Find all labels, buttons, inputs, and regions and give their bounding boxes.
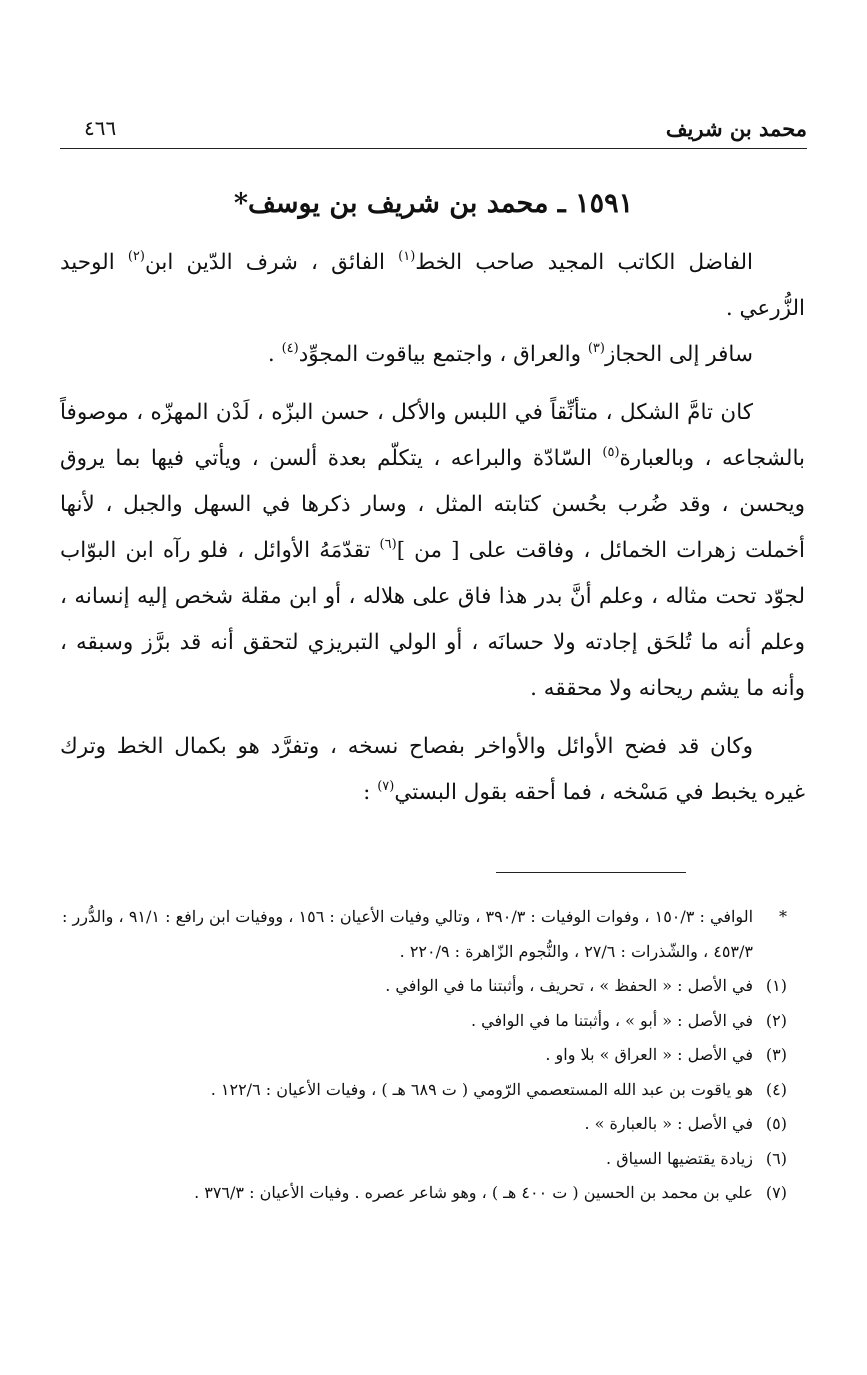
footnote-marker: (٧) bbox=[765, 1183, 787, 1202]
footnote-item bbox=[62, 1142, 787, 1177]
text-segment: الوحيد الزُّرعي . bbox=[60, 250, 805, 321]
note-reference: (٢) bbox=[127, 249, 145, 264]
text-segment: الفائق ، شرف الدّين ابن bbox=[144, 250, 399, 275]
footnote-item bbox=[62, 969, 787, 1004]
footnote-item bbox=[62, 1073, 787, 1108]
page-number: ٤٦٦ bbox=[84, 116, 117, 140]
footnote-text: في الأصل : « العراق » بلا واو . bbox=[545, 1045, 753, 1064]
footnote-text: زيادة يقتضيها السياق . bbox=[606, 1148, 753, 1168]
paragraph-1 bbox=[60, 240, 805, 332]
footnote-item bbox=[62, 900, 787, 969]
note-reference: (٣) bbox=[587, 341, 605, 356]
paragraph-4 bbox=[60, 724, 805, 816]
note-reference: (٦) bbox=[379, 537, 397, 552]
footnote-marker: (٢) bbox=[765, 1010, 787, 1030]
footnote-marker: (٦) bbox=[765, 1148, 787, 1168]
footnote-item bbox=[62, 1038, 787, 1073]
entry-title: ١٥٩١ ـ محمد بن شريف بن يوسف* bbox=[233, 188, 634, 219]
text-segment: والعراق ، واجتمع بياقوت المجوِّد bbox=[298, 342, 588, 367]
footnote-divider bbox=[496, 872, 686, 873]
text-segment: : bbox=[363, 780, 378, 805]
running-header bbox=[60, 108, 807, 149]
paragraph-2 bbox=[60, 332, 805, 378]
footnote-item bbox=[62, 1107, 787, 1142]
footnote-text: هو ياقوت بن عبد الله المستعصمي الرّومي ( ت ٦٨٩ هـ ) ، وفيات الأعيان : ١٢٢/٦ . bbox=[210, 1079, 753, 1099]
footnote-text: في الأصل : « أبو » ، وأثبتنا ما في الوافي . bbox=[470, 1010, 753, 1030]
footnote-text: الوافي : ١٥٠/٣ ، وفوات الوفيات : ٣٩٠/٣ ، وتالي وفيات الأعيان : ١٥٦ ، ووفيات ابن رافع : ٩١/١ ، والدُّرر : ٤٥٣/٣ ، والشّذرات : ٢٧/٦ ، والنُّجوم الزّاهرة : ٢٢٠/٩ . bbox=[62, 907, 754, 961]
footnote-marker: (٣) bbox=[765, 1045, 787, 1064]
footnote-text: في الأصل : « الحفظ » ، تحريف ، وأثبتنا ما في الوافي . bbox=[385, 976, 753, 995]
paragraph-3 bbox=[60, 390, 805, 712]
note-reference: (١) bbox=[398, 249, 416, 264]
note-reference: (٥) bbox=[602, 445, 620, 460]
text-segment: الفاضل الكاتب المجيد صاحب الخط bbox=[415, 250, 754, 275]
text-segment: السّادّة والبراعه ، يتكلّم بعدة ألسن ، ويأتي فيها بما يروق ويحسن ، وقد ضُرب بحُسن كتابته المثل ، وسار ذكرها في السهل والجبل ، لأنها أخملت زهرات الخمائل ، وفاقت على [ من ] bbox=[60, 446, 806, 563]
footnote-item bbox=[62, 1004, 787, 1039]
footnotes bbox=[62, 900, 787, 1211]
footnote-marker: (١) bbox=[765, 976, 787, 995]
footnote-marker: (٥) bbox=[765, 1114, 787, 1133]
note-reference: (٤) bbox=[281, 341, 299, 356]
footnote-item bbox=[62, 1176, 787, 1211]
footnote-marker: (٤) bbox=[765, 1079, 787, 1099]
text-segment: كان تامَّ الشكل ، متأنِّقاً في اللبس والأكل ، حسن البزّه ، لَدْن المهزّه ، موصوفاً بالشجاعه ، وبالعبارة bbox=[60, 400, 806, 471]
note-reference: (٧) bbox=[377, 779, 395, 794]
text-segment: . bbox=[267, 342, 282, 367]
running-title: محمد بن شريف bbox=[665, 116, 807, 141]
text-segment: وكان قد فضح الأوائل والأواخر بفصاح نسخه ، وتفرَّد هو بكمال الخط وترك غيره يخبط في مَسْخه ، فما أحقه بقول البستي bbox=[60, 734, 805, 805]
footnote-text: علي بن محمد بن الحسين ( ت ٤٠٠ هـ ) ، وهو شاعر عصره . وفيات الأعيان : ٣٧٦/٣ . bbox=[194, 1183, 753, 1202]
text-segment: سافر إلى الحجاز bbox=[604, 342, 753, 367]
body-text bbox=[60, 240, 805, 816]
footnote-marker: * bbox=[779, 907, 787, 926]
text-segment: تقدّمَهُ الأوائل ، فلو رآه ابن البوّاب لجوّد تحت مثاله ، وعلم أنَّ بدر هذا فاق على هلاله ، أو ابن مقلة شخص إليه إنسانه ، وعلم أنه ما تُلحَق إجادته ولا حسانَه ، أو الولي التبريزي لتحقق أنه قد برَّز وسبقه ، وأنه ما يشم ريحانه ولا محققه . bbox=[60, 538, 805, 701]
footnote-text: في الأصل : « بالعبارة » . bbox=[584, 1114, 753, 1133]
